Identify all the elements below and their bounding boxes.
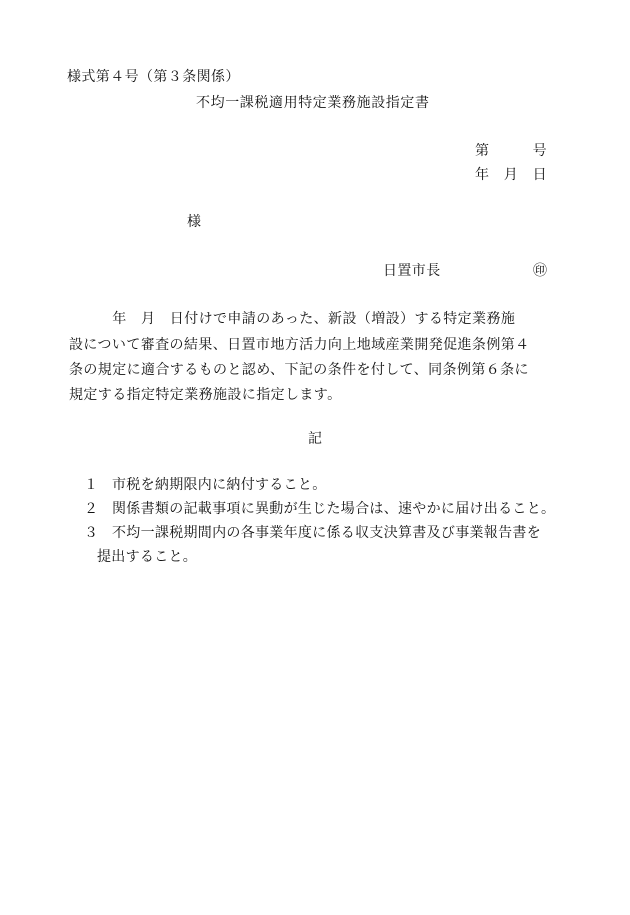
body-line: 規定する指定特定業務施設に指定します。 [69,387,342,403]
form-label: 様式第４号（第３条関係） [67,69,240,85]
condition-text: 市税を納期限内に納付すること。 [112,477,327,493]
document-date-line: 年 月 日 [475,167,547,183]
condition-item [84,524,541,542]
body-line: 設について審査の結果、日置市地方活力向上地域産業開発促進条例第４ [69,337,530,353]
document-number-line: 第 号 [475,143,547,159]
seal-mark: ㊞ [533,263,548,279]
issuer-name: 日置市長 [383,263,441,279]
body-line: 年 月 日付けで申請のあった、新設（増設）する特定業務施 [69,311,516,327]
condition-number: ３ [84,525,99,541]
body-line: 条の規定に適合するものと認め、下記の条件を付して、同条例第６条に [69,362,529,378]
condition-item [84,476,327,494]
condition-text: 関係書類の記載事項に異動が生じた場合は、速やかに届け出ること。 [112,501,556,517]
condition-text: 不均一課税期間内の各事業年度に係る収支決算書及び事業報告書を [112,525,541,541]
condition-item [84,500,555,518]
condition-number: １ [84,477,99,493]
document-title: 不均一課税適用特定業務施設指定書 [196,95,430,111]
condition-number: ２ [84,501,99,517]
recipient-honorific: 様 [187,214,202,230]
ki-heading: 記 [308,431,323,447]
condition-continuation: 提出すること。 [97,549,198,565]
